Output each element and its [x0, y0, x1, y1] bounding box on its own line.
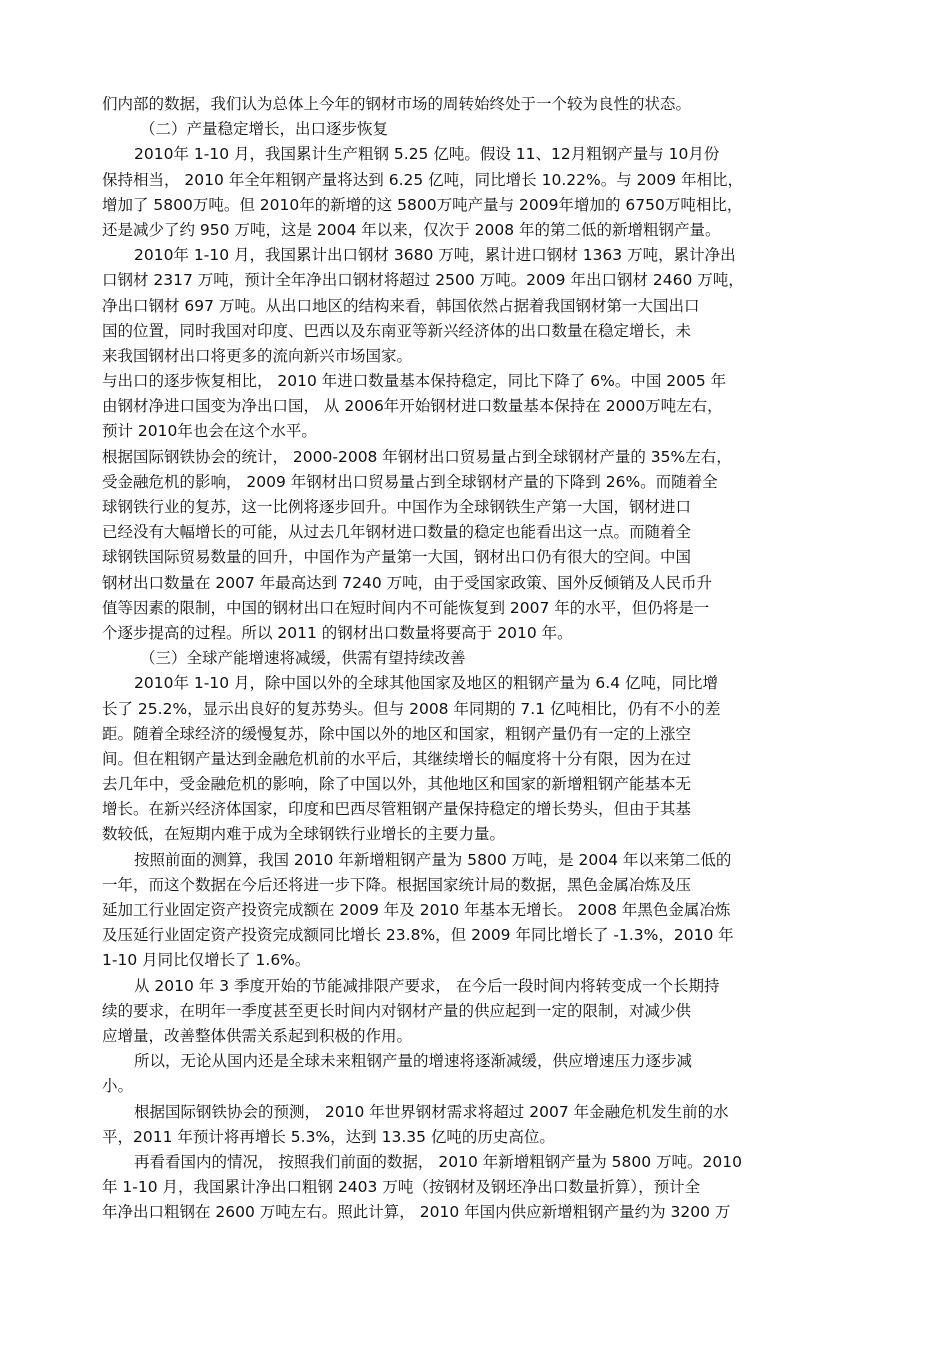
document-body	[102, 92, 842, 1225]
text-line: 来我国钢材出口将更多的流向新兴市场国家。	[102, 346, 413, 365]
text-line: 所以，无论从国内还是全球未来粗钢产量的增速将逐渐减缓，供应增速压力逐步减	[134, 1052, 693, 1071]
text-line: 还是减少了约 950 万吨，这是 2004 年以来，仅次于 2008 年的第二低的新增粗钢产量。	[102, 220, 721, 239]
text-line: 增加了 5800万吨。但 2010年的新增的这 5800万吨产量与 2009年增加的 6750万吨相比，	[102, 195, 743, 214]
text-line: 受金融危机的影响， 2009 年钢材出口贸易量占到全球钢材产量的下降到 26%。而随着全	[102, 472, 718, 491]
text-line: 年 1-10 月，我国累计净出口粗钢 2403 万吨（按钢材及钢坯净出口数量折算），预计全	[102, 1178, 701, 1197]
text-line: 球钢铁行业的复苏，这一比例将逐步回升。中国作为全球钢铁生产第一大国，钢材进口	[102, 498, 692, 516]
text-line: 1-10 月同比仅增长了 1.6%。	[102, 951, 311, 970]
text-line: 去几年中，受金融危机的影响，除了中国以外，其他地区和国家的新增粗钢产能基本无	[102, 775, 692, 794]
text-line: 按照前面的测算，我国 2010 年新增粗钢产量为 5800 万吨，是 2004 年以来第二低的	[134, 850, 732, 869]
text-line: 一年，而这个数据在今后还将进一步下降。根据国家统计局的数据，黑色金属冶炼及压	[102, 875, 692, 894]
text-line: 保持相当， 2010 年全年粗钢产量将达到 6.25 亿吨，同比增长 10.22%。与 2009 年相比，	[102, 170, 743, 189]
text-line: 年净出口粗钢在 2600 万吨左右。照此计算， 2010 年国内供应新增粗钢产量约为 3200 万	[102, 1203, 731, 1222]
text-line: 延加工行业固定资产投资完成额在 2009 年及 2010 年基本无增长。 2008 年黑色金属冶炼	[102, 901, 731, 919]
text-line: 已经没有大幅增长的可能，从过去几年钢材进口数量的稳定也能看出这一点。而随着全	[102, 523, 692, 542]
text-line: 2010年 1-10 月，我国累计出口钢材 3680 万吨，累计进口钢材 1363 万吨，累计净出	[134, 246, 736, 265]
text-line: 口钢材 2317 万吨，预计全年净出口钢材将超过 2500 万吨。2009 年出口钢材 2460 万吨，	[102, 271, 744, 290]
text-line: 由钢材净进口国变为净出口国， 从 2006年开始钢材进口数量基本保持在 2000万吨左右，	[102, 397, 723, 416]
text-line: 球钢铁国际贸易数量的回升，中国作为产量第一大国，钢材出口仍有很大的空间。中国	[102, 548, 692, 567]
text-line: 小。	[102, 1077, 134, 1096]
text-line: 长了 25.2%，显示出良好的复苏势头。但与 2008 年同期的 7.1 亿吨相比，仍有不小的差	[102, 699, 721, 718]
text-line: 从 2010 年 3 季度开始的节能减排限产要求， 在今后一段时间内将转变成一个长期持	[134, 976, 720, 995]
text-line: 个逐步提高的过程。所以 2011 的钢材出口数量将要高于 2010 年。	[102, 623, 573, 642]
text-line: 根据国际钢铁协会的预测， 2010 年世界钢材需求将超过 2007 年金融危机发生前的水	[134, 1102, 729, 1121]
text-line: 2010年 1-10 月，我国累计生产粗钢 5.25 亿吨。假设 11、12月粗钢产量与 10月份	[134, 145, 720, 164]
text-line: 净出口钢材 697 万吨。从出口地区的结构来看，韩国依然占据着我国钢材第一大国出口	[102, 296, 700, 315]
text-line: 增长。在新兴经济体国家，印度和巴西尽管粗钢产量保持稳定的增长势头，但由于其基	[102, 800, 692, 819]
text-line: 续的要求，在明年一季度甚至更长时间内对钢材产量的供应起到一定的限制，对减少供	[102, 1001, 692, 1020]
text-line: 与出口的逐步恢复相比， 2010 年进口数量基本保持稳定，同比下降了 6%。中国 2005 年	[102, 372, 727, 391]
text-line: 及压延行业固定资产投资完成额同比增长 23.8%，但 2009 年同比增长了 -1.3%，2010 年	[102, 926, 734, 945]
text-line: 间。但在粗钢产量达到金融危机前的水平后，其继续增长的幅度将十分有限，因为在过	[102, 749, 692, 768]
text-line: 2010年 1-10 月，除中国以外的全球其他国家及地区的粗钢产量为 6.4 亿吨，同比增	[134, 674, 718, 693]
text-line: （三）全球产能增速将减缓，供需有望持续改善	[140, 649, 466, 668]
text-line: 平，2011 年预计将再增长 5.3%，达到 13.35 亿吨的历史高位。	[102, 1127, 555, 1146]
text-line: 应增量，改善整体供需关系起到积极的作用。	[102, 1026, 413, 1045]
text-line: 国的位置，同时我国对印度、巴西以及东南亚等新兴经济体的出口数量在稳定增长，未	[102, 321, 692, 340]
text-line: 根据国际钢铁协会的统计， 2000-2008 年钢材出口贸易量占到全球钢材产量的 35%左右，	[102, 447, 732, 466]
text-line: 预计 2010年也会在这个水平。	[102, 422, 317, 441]
text-line: （二）产量稳定增长，出口逐步恢复	[140, 120, 389, 139]
text-line: 们内部的数据，我们认为总体上今年的钢材市场的周转始终处于一个较为良性的状态。	[102, 95, 692, 113]
text-line: 钢材出口数量在 2007 年最高达到 7240 万吨，由于受国家政策、国外反倾销及人民币升	[102, 573, 713, 592]
text-line: 再看看国内的情况， 按照我们前面的数据， 2010 年新增粗钢产量为 5800 万吨。2010	[134, 1152, 742, 1171]
text-line: 距。随着全球经济的缓慢复苏，除中国以外的地区和国家，粗钢产量仍有一定的上涨空	[102, 724, 692, 743]
text-line: 数较低，在短期内难于成为全球钢铁行业增长的主要力量。	[102, 825, 506, 844]
text-line: 值等因素的限制，中国的钢材出口在短时间内不可能恢复到 2007 年的水平，但仍将是一	[102, 598, 710, 617]
